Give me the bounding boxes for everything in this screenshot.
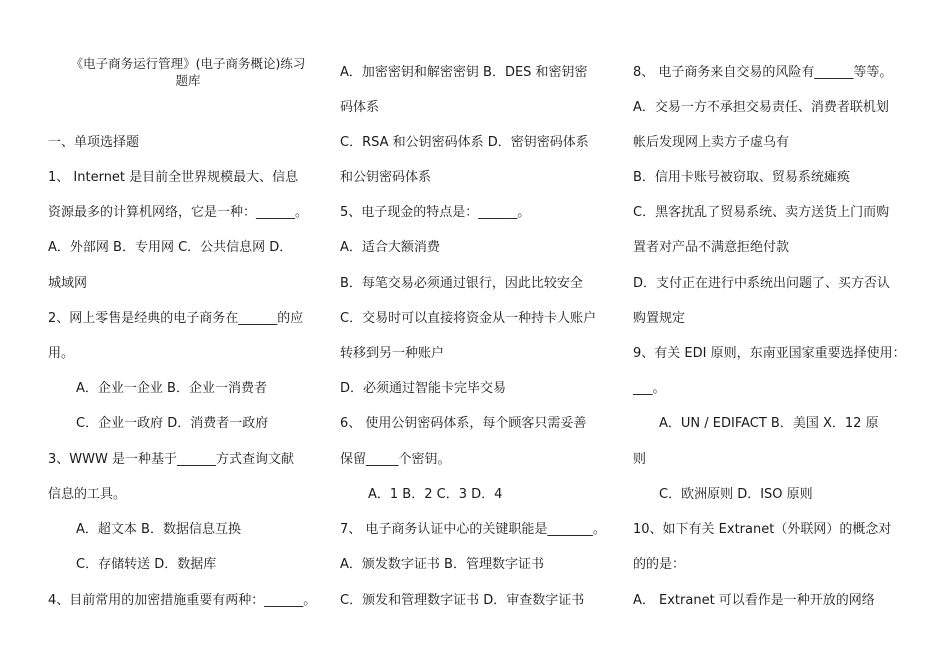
question-9-options-ab-cont: 则 (633, 452, 647, 467)
question-6-options: A．1 B．2 C．3 D．4 (368, 487, 503, 502)
question-8-line-1: 8、 电子商务来自交易的风险有______等等。 (633, 65, 893, 80)
question-9-line-1: 9、有关 EDI 原则，东南亚国家重要选择使用： (633, 346, 906, 361)
question-10-option-a: A． Extranet 可以看作是一种开放的网络 (633, 593, 875, 608)
question-3-line-1: 3、WWW 是一种基于______方式查询文献 (48, 452, 294, 467)
question-5-option-a: A．适合大额消费 (340, 240, 440, 255)
question-5-option-c: C．交易时可以直接将资金从一种持卡人账户 (340, 311, 597, 326)
question-8-option-c-cont: 置者对产品不满意拒绝付款 (633, 240, 790, 255)
section-heading: 一、单项选择题 (48, 135, 140, 150)
question-3-options-cd: C．存储转送 D．数据库 (76, 557, 217, 572)
question-7-line-1: 7、 电子商务认证中心的关键职能是_______。 (340, 522, 606, 537)
question-2-options-cd: C．企业一政府 D．消费者一政府 (76, 416, 269, 431)
question-7-options-ab: A．颁发数字证书 B．管理数字证书 (340, 557, 544, 572)
question-8-option-d: D．支付正在进行中系统出问题了、买方否认 (633, 276, 891, 291)
question-5-line-1: 5、电子现金的特点是：______。 (340, 205, 531, 220)
question-6-line-2: 保留_____个密钥。 (340, 452, 451, 467)
question-4-options-ab: A．加密密钥和解密密钥 B．DES 和密钥密 (340, 65, 588, 80)
question-9-line-2: ___。 (633, 381, 666, 396)
question-5-option-b: B．每笔交易必须通过银行，因此比较安全 (340, 276, 583, 291)
question-4-line-1: 4、目前常用的加密措施重要有两种：______。 (48, 593, 317, 608)
question-8-option-d-cont: 购置规定 (633, 311, 686, 326)
question-1-options: A．外部网 B．专用网 C．公共信息网 D． (48, 240, 293, 255)
question-9-options-cd: C．欧洲原则 D．ISO 原则 (659, 487, 813, 502)
question-6-line-1: 6、 使用公钥密码体系，每个顾客只需妥善 (340, 416, 587, 431)
question-8-option-a-cont: 帐后发现网上卖方子虚乌有 (633, 135, 790, 150)
question-1-line-1: 1、 Internet 是目前全世界规模最大、信息 (48, 170, 299, 185)
question-5-option-c-cont: 转移到另一种账户 (340, 346, 445, 361)
question-4-options-cd: C．RSA 和公钥密码体系 D．密钥密码体系 (340, 135, 589, 150)
question-4-options-ab-cont: 码体系 (340, 100, 380, 115)
question-8-option-c: C．黑客扰乱了贸易系统、卖方送货上门而购 (633, 205, 890, 220)
question-8-option-a: A．交易一方不承担交易责任、消费者联机划 (633, 100, 889, 115)
question-7-options-cd: C．颁发和管理数字证书 D．审查数字证书 (340, 593, 585, 608)
question-9-options-ab: A．UN / EDIFACT B．美国 X．12 原 (659, 416, 879, 431)
question-1-line-2: 资源最多的计算机网络，它是一种：______。 (48, 205, 309, 220)
question-5-option-d: D．必须通过智能卡完毕交易 (340, 381, 507, 396)
question-3-line-2: 信息的工具。 (48, 487, 127, 502)
question-10-line-2: 的的是： (633, 557, 686, 572)
doc-title-line-2: 题库 (175, 73, 201, 88)
question-8-option-b: B．信用卡账号被窃取、贸易系统瘫痪 (633, 170, 850, 185)
question-1-options-cont: 城域网 (48, 276, 88, 291)
question-10-line-1: 10、如下有关 Extranet（外联网）的概念对 (633, 522, 892, 537)
question-2-options-ab: A．企业一企业 B．企业一消费者 (76, 381, 267, 396)
question-2-line-2: 用。 (48, 346, 75, 361)
question-3-options-ab: A．超文本 B．数据信息互换 (76, 522, 241, 537)
doc-title-line-1: 《电子商务运行管理》(电子商务概论)练习 (70, 56, 306, 71)
question-2-line-1: 2、网上零售是经典的电子商务在______的应 (48, 311, 304, 326)
question-4-options-cd-cont: 和公钥密码体系 (340, 170, 432, 185)
